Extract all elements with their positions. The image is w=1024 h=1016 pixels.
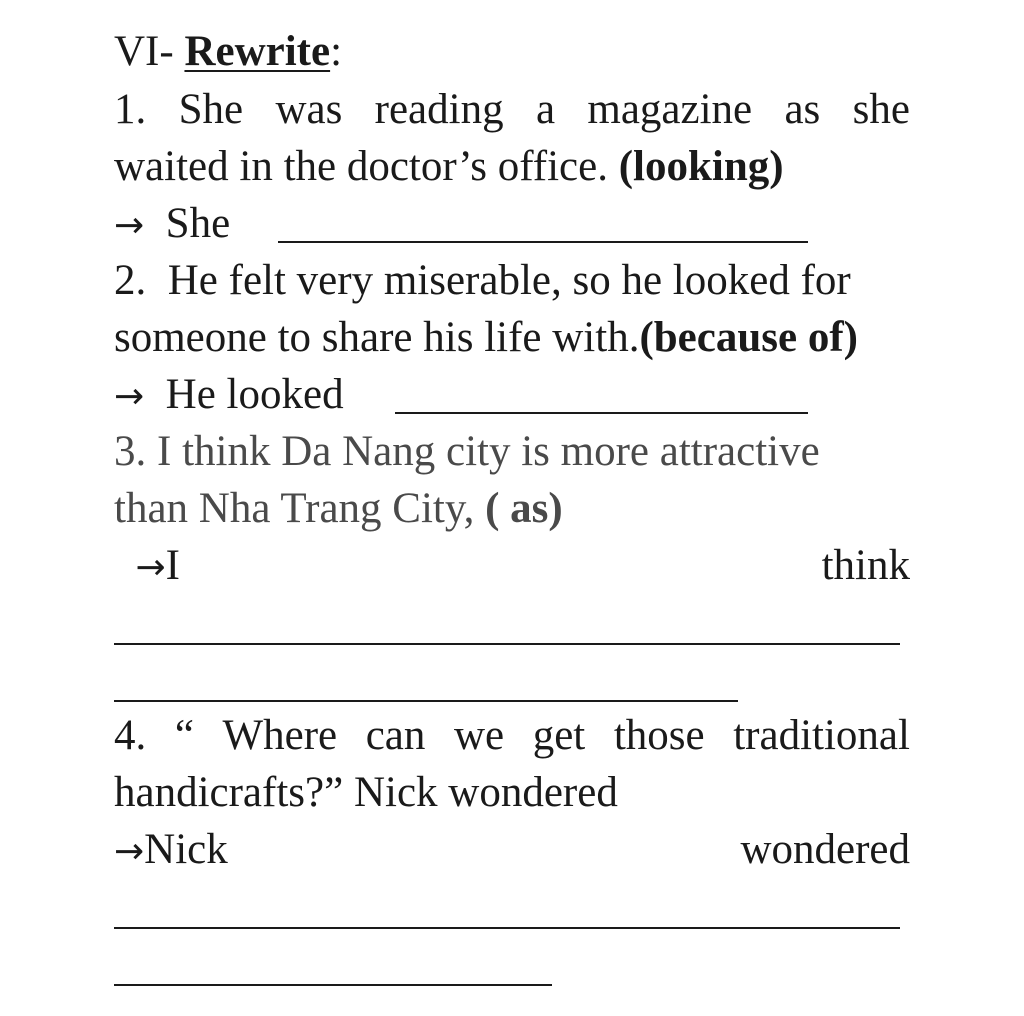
question-number: 3. [114, 428, 147, 475]
answer-blank[interactable] [395, 412, 808, 414]
question-text: someone to share his life with. [114, 314, 640, 361]
word: get [532, 712, 586, 759]
question-text: waited in the doctor’s office. [114, 143, 619, 190]
question-text: I think Da Nang city is more attractive [157, 428, 820, 475]
answer-end: wondered [740, 826, 910, 873]
cue-word: ( as) [485, 485, 563, 532]
word: she [852, 86, 910, 133]
word: a [535, 86, 556, 133]
answer-start: I [165, 542, 180, 589]
question-1-answer [114, 202, 910, 245]
question-4-line-1 [114, 714, 910, 757]
question-text: than Nha Trang City, [114, 485, 486, 532]
question-3-line-1 [114, 430, 910, 473]
word: we [453, 712, 505, 759]
question-2-answer [114, 373, 910, 416]
question-number: 4. [114, 712, 147, 759]
answer-blank[interactable] [114, 984, 552, 986]
question-number: 1. [114, 86, 147, 133]
question-2-line-1 [114, 259, 910, 302]
question-1-line-1 [114, 88, 910, 131]
word: can [365, 712, 426, 759]
answer-end: think [821, 542, 910, 589]
word: traditional [733, 712, 910, 759]
section-prefix: VI- [114, 28, 185, 75]
cue-word: looking [633, 143, 770, 190]
answer-blank[interactable] [278, 241, 808, 243]
arrow-icon: → [114, 205, 145, 246]
question-3-answer [114, 544, 910, 587]
cue-close: ) [769, 143, 784, 190]
answer-start: He looked [165, 371, 344, 418]
word: Where [222, 712, 338, 759]
arrow-icon: → [135, 547, 166, 588]
question-3-line-2 [114, 487, 910, 530]
cue-open: ( [618, 143, 634, 190]
section-title: Rewrite [184, 28, 331, 75]
question-number: 2. [114, 257, 147, 304]
answer-start: She [165, 200, 231, 247]
answer-start: Nick [144, 826, 228, 873]
word: was [275, 86, 343, 133]
question-4-line-2 [114, 771, 910, 814]
word: as [784, 86, 821, 133]
question-2-line-2 [114, 316, 910, 359]
section-heading [114, 30, 910, 73]
question-text: He felt very miserable, so he looked for [167, 257, 851, 304]
word: reading [374, 86, 504, 133]
word: “ [174, 712, 194, 759]
arrow-icon: → [114, 376, 145, 417]
word: magazine [587, 86, 753, 133]
section-suffix: : [330, 28, 343, 75]
word: those [613, 712, 705, 759]
question-text: handicrafts?” Nick wondered [114, 769, 618, 816]
answer-blank[interactable] [114, 643, 900, 645]
question-1-line-2 [114, 145, 910, 188]
arrow-icon: → [114, 831, 145, 872]
question-4-answer [114, 828, 910, 871]
cue-word: (because of) [639, 314, 858, 361]
answer-blank[interactable] [114, 927, 900, 929]
word: She [178, 86, 244, 133]
answer-blank[interactable] [114, 700, 738, 702]
